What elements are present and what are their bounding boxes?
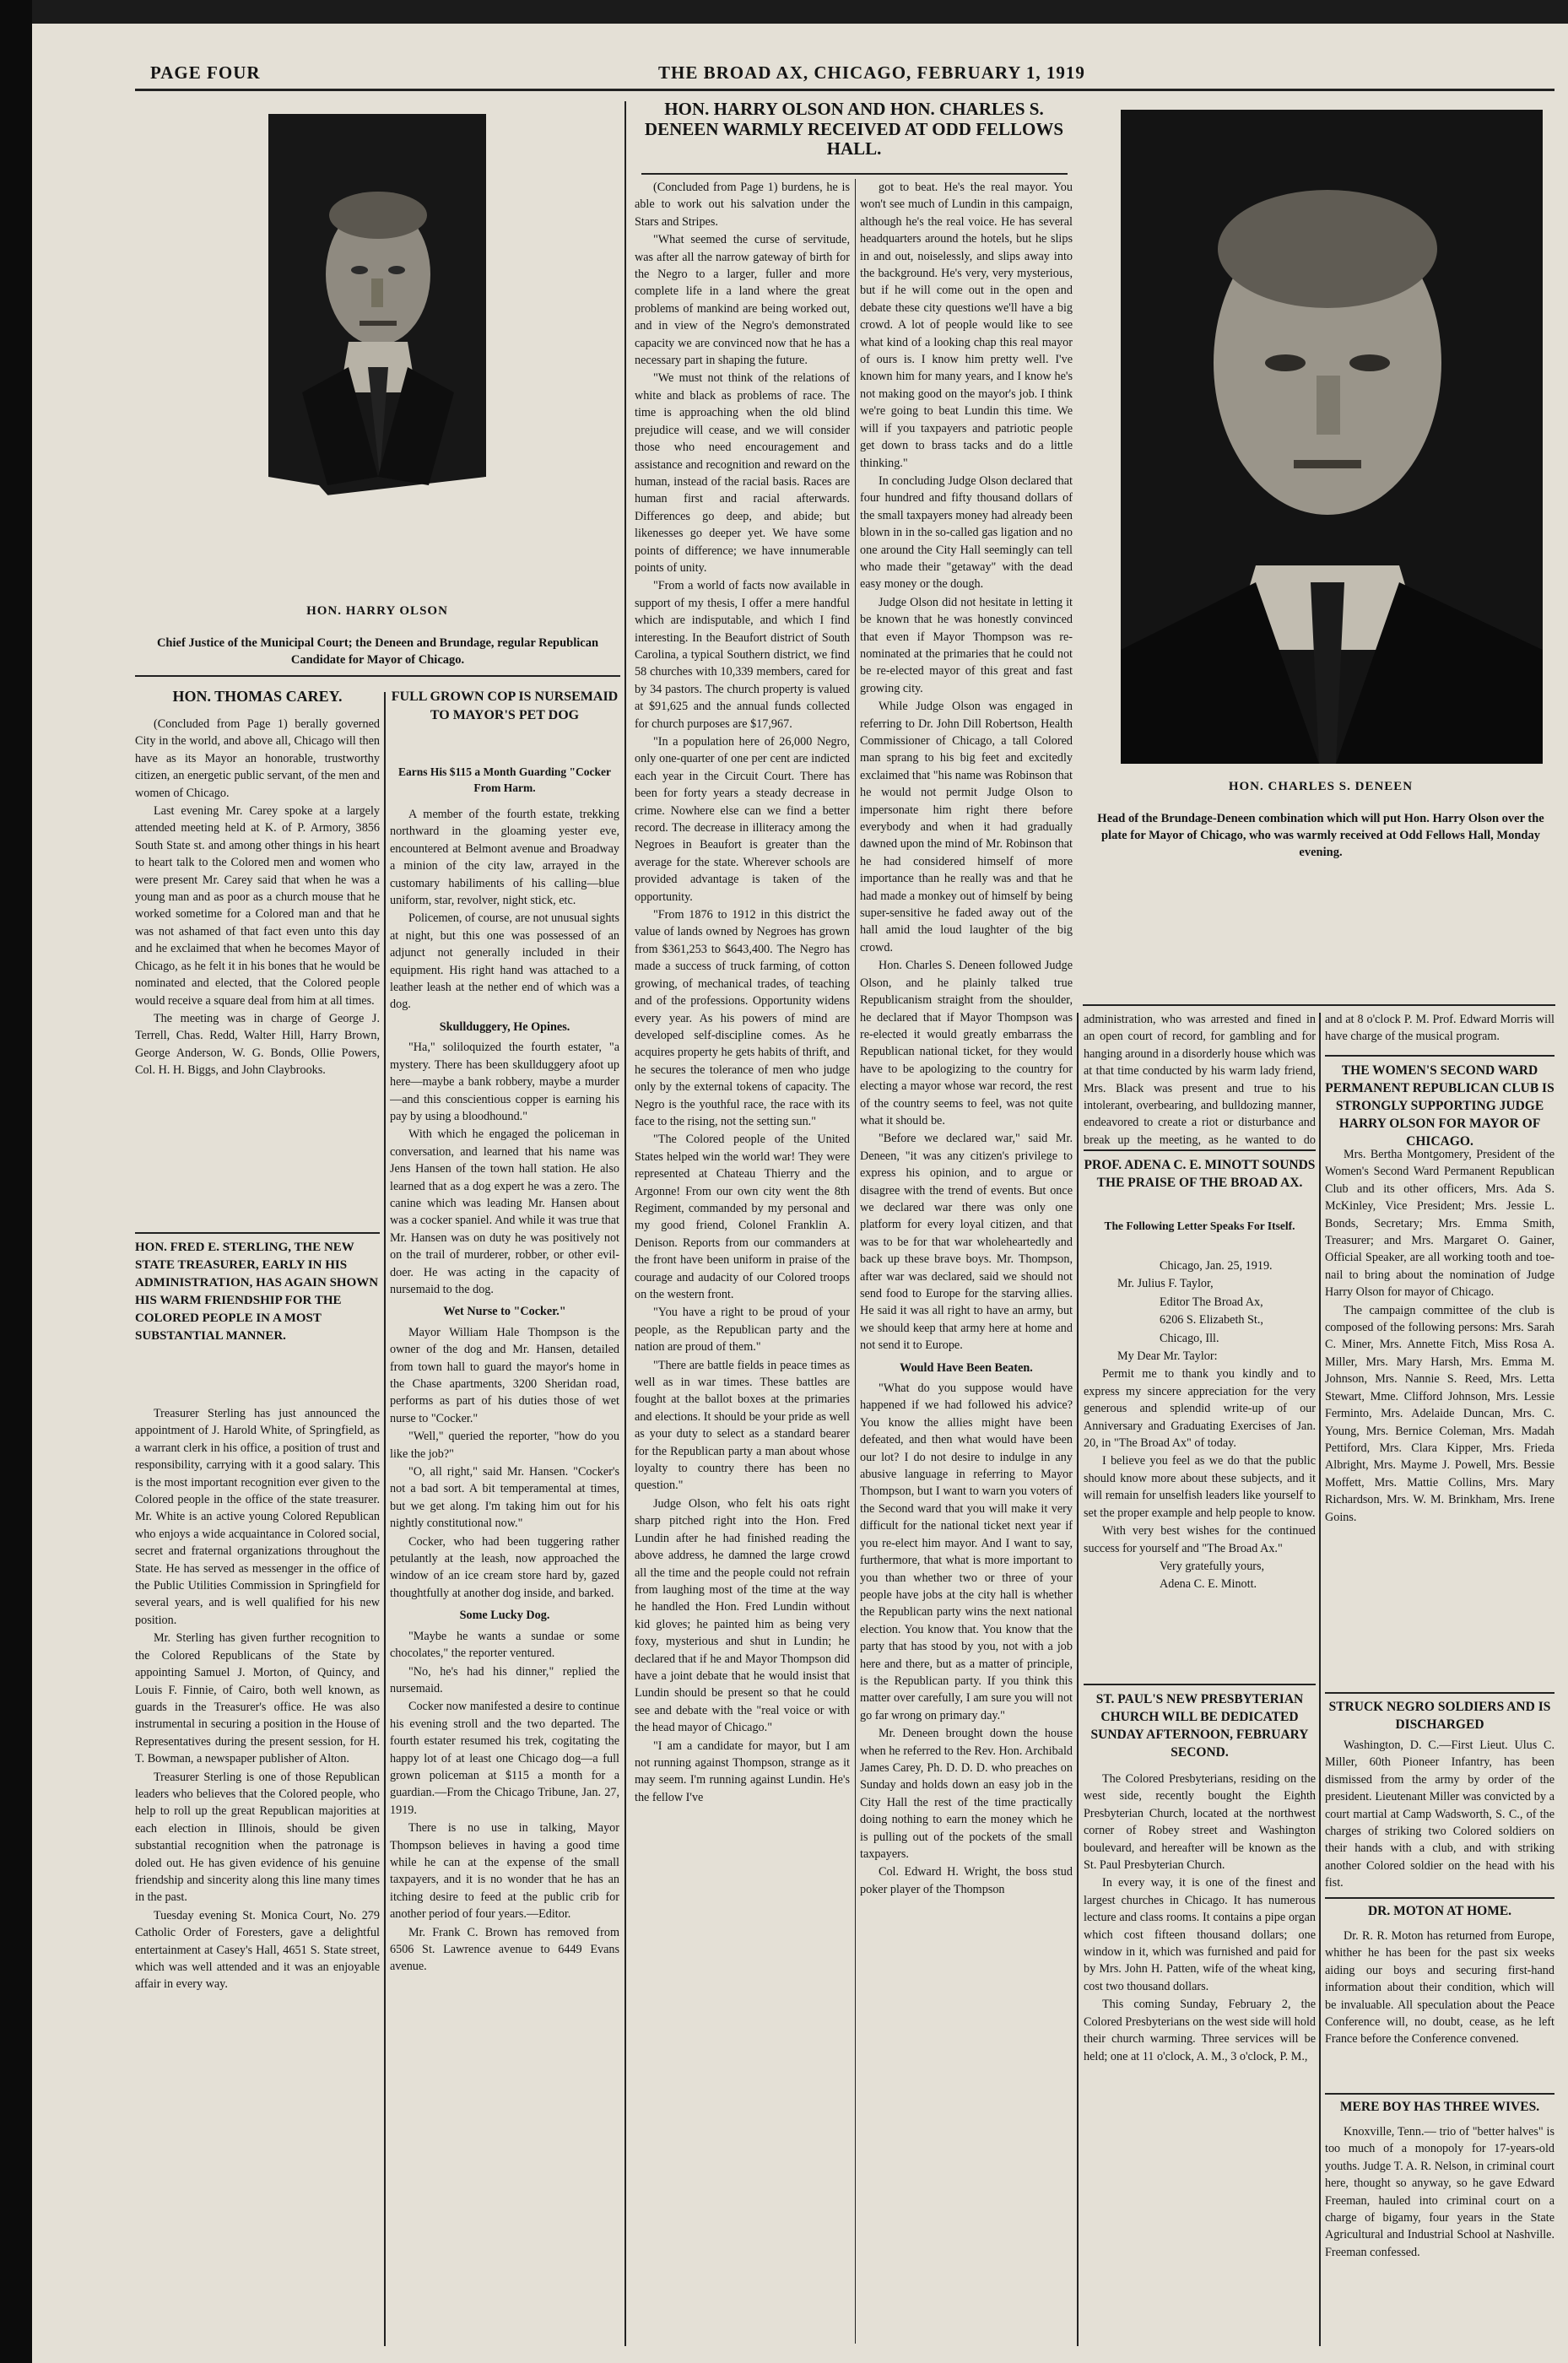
paragraph: With very best wishes for the continued success for yourself and "The Broad Ax." <box>1084 1524 1316 1555</box>
section-rule <box>1083 1004 1555 1006</box>
letter-salutation: My Dear Mr. Taylor: <box>1117 1349 1218 1364</box>
paragraph: "Before we declared war," said Mr. Deneen, "it was any citizen's privilege to express his opinion, and to argue or disagree with the trend of events. But once we declared war there was only one platform for every loyal citizen, and that was to be for that war wholeheartedly and back up these brave boys. Mr. Thompson, after war was declared, said we should not send food to Europe for the starving allies. He said it was all right to have an army, but we should keep that army here at home and not send it to Europe. <box>860 1132 1073 1353</box>
letter-address-line: Chicago, Ill. <box>1160 1331 1219 1345</box>
carey-body <box>135 716 380 1230</box>
paragraph: Treasurer Sterling has just announced the appointment of J. Harold White, of Springfield, as a warrant clerk in his office, a position of trust and responsibility, carrying with it a good salary. This is the most important recognition ever given to the Colored people in the office of the state treasurer. Mr. White is an active young Colored Republican who enjoys a wide acquaintance in Colored social, secret and fraternal organizations throughout the State. He has served as messenger in the office of the Public Utilities Commission in Springfield for several years, and is well qualified for his new position. <box>135 1407 380 1627</box>
paragraph: Last evening Mr. Carey spoke at a largely attended meeting held at K. of P. Armory, 3856 South State st. and among other things in his heart to heart talk to the Colored men and women who were present Mr. Carey said that when he was a young man and as poor as a church mouse that he worked sometime for a Colored man and that he was not ashamed of that fact even unto this day and he exclaimed that when he becomes Mayor of Chicago, as he felt it in his bones that he would be nominated and elected, that the Colored people would receive a square deal from him at all times. <box>135 804 380 1008</box>
stpaul-headline: ST. PAUL'S NEW PRESBYTERIAN CHURCH WILL BE DEDICATED SUNDAY AFTERNOON, FEBRUARY SECOND. <box>1090 1692 1309 1760</box>
section-rule <box>1325 2093 1554 2095</box>
moton-body <box>1325 1928 1554 2090</box>
paragraph: With which he engaged the policeman in conversation, and learned that his name was Jens Hansen of the town hall station. He also learned that as a dog expert he was a zero. The canine which was leading Mr. Hansen about was a cocker spaniel. And while it was true that Mr. Hansen was on duty he was positively not on the trail of murderer, robber, or other evil-doer. He was acting in the capacity of nursemaid to the dog. <box>390 1127 619 1296</box>
subheading: Skullduggery, He Opines. <box>439 1019 570 1034</box>
section-rule <box>1325 1897 1554 1899</box>
paragraph: "What seemed the curse of servitude, was after all the narrow gateway of birth for the Negro to a larger, fuller and more complete life in a land where the great problems of mankind are being worked out, and in view of the Negro's demonstrated capacity we are convinced now that he has a necessary part in shaping the future. <box>635 233 850 368</box>
carey-headline: HON. THOMAS CAREY. <box>172 688 343 705</box>
paragraph: Mrs. Bertha Montgomery, President of the Women's Second Ward Permanent Republican Club and its other officers, Mrs. Ada S. McKinley, Vice President; Mrs. Jessie L. Bonds, Secretary; Mrs. Emma Smith, Treasurer; and Mrs. Margaret O. Gainer, Official Speaker, are all working tooth and toe-nail to bring about the nomination of Judge Harry Olson for mayor of Chicago. <box>1325 1148 1554 1300</box>
cop-headline: FULL GROWN COP IS NURSEMAID TO MAYOR'S PET DOG <box>391 689 619 722</box>
paragraph: "Maybe he wants a sundae or some chocolates," the reporter ventured. <box>390 1629 619 1661</box>
stpaul-body <box>1084 1771 1316 2344</box>
column-rule <box>1319 1013 1321 2346</box>
paragraph: "The Colored people of the United States helped win the world war! They were represented at Chateau Thierry and the Argonne! From our own city went the 8th Regiment, commanded by my personal and my good friend, Colonel Franklin A. Denison. Reports from our commanders at the front have been uniform in praise of the courage and audacity of our Colored troops on the western front. <box>635 1133 850 1301</box>
program-continuation <box>1325 1011 1554 1053</box>
letter-address-line: 6206 S. Elizabeth St., <box>1160 1313 1263 1327</box>
wives-headline: MERE BOY HAS THREE WIVES. <box>1339 2100 1540 2114</box>
olson-portrait-icon <box>268 114 486 587</box>
paragraph: Hon. Charles S. Deneen followed Judge Olson, and he plainly talked true Republicanism straight from the shoulder, he declared that if Mayor Thompson was re-elected it would greatly embarrass the Republican national ticket, for they would have to be apologizing to the country for electing a mayor whose war record, the rest of the country seems to feel, was not quite what it should be. <box>860 959 1073 1127</box>
letter-date: Chicago, Jan. 25, 1919. <box>1160 1259 1273 1273</box>
column-rule <box>1077 1013 1079 2346</box>
paragraph: The Colored Presbyterians, residing on the west side, recently bought the Eighth Presbyterian Church, located at the northwest corner of Robey street and Washington boulevard, and hereafter will be known as the St. Paul Presbyterian Church. <box>1084 1772 1316 1873</box>
wives-body <box>1325 2123 1554 2344</box>
paragraph: Washington, D. C.—First Lieut. Ulus C. Miller, 60th Pioneer Infantry, has been dismissed from the army by order of the president. Lieutenant Miller was convicted by a court martial at Camp Wadsworth, S. C., of the charges of striking two Colored soldiers on their hands with a club, and with striking another Colored soldier on the head with his fist. <box>1325 1738 1554 1890</box>
column-rule <box>624 101 626 2346</box>
womens-club-headline: THE WOMEN'S SECOND WARD PERMANENT REPUBLICAN CLUB IS STRONGLY SUPPORTING JUDGE HARRY OLSON FOR MAYOR OF CHICAGO. <box>1325 1063 1554 1149</box>
paragraph: Knoxville, Tenn.— trio of "better halves" is too much of a monopoly for 17-years-old youths. Judge T. A. R. Nelson, in criminal court here, thought so anyway, so he gave Edward Freeman, hauled into criminal court on a charge of bigamy, four years in the State Agricultural and Industrial School at Nashville. Freeman confessed. <box>1325 2125 1554 2259</box>
deneen-portrait-icon <box>1121 110 1543 764</box>
paragraph: and at 8 o'clock P. M. Prof. Edward Morris will have charge of the musical program. <box>1325 1013 1554 1044</box>
page-label: PAGE FOUR <box>150 62 261 83</box>
headline-rule <box>641 173 1068 175</box>
column-rule <box>384 692 386 2346</box>
paragraph: "We must not think of the relations of white and black as problems of race. The time is approaching when the old blind prejudice will cease, and we will consider those who need encouragement and assistance and recognition and reward on the human, instead of the racial basis. Races are human first and racial afterwards. Differences go deep, and abide; but likenesses go deeper yet. We have some points of difference; we have innumerable points of unity. <box>635 371 850 575</box>
paper-title: THE BROAD AX, CHICAGO, FEBRUARY 1, 1919 <box>658 62 1085 83</box>
paragraph: Mr. Deneen brought down the house when he referred to the Rev. Hon. Archibald James Carey, Ph. D. D. D. who preaches on Sunday and holds down an easy job in the City Hall the rest of the time practically doing nothing to earn the money which he is pulling out of the pockets of the small taxpayers. <box>860 1727 1073 1861</box>
womens-club-body <box>1325 1146 1554 1686</box>
paragraph: "No, he's had his dinner," replied the nursemaid. <box>390 1664 619 1695</box>
paragraph: "There are battle fields in peace times as well as in war times. These battles are fought at the ballot boxes at the primaries and elections. It should be your pride as well as your duty to select as a standard bearer for the Republican party a man about whose loyalty to country there has been no question." <box>635 1358 850 1493</box>
paragraph: A member of the fourth estate, trekking northward in the gloaming yester eve, encountered at Belmont avenue and Broadway a minion of the city law, arrayed in the customary habiliments of his calling—blue uniform, star, revolver, night stick, etc. <box>390 808 619 908</box>
section-rule <box>1325 1055 1554 1057</box>
letter-address-line: Editor The Broad Ax, <box>1160 1295 1263 1309</box>
paragraph: Mr. Sterling has given further recognition to the Colored Republicans of the State by appointing Samuel J. Morton, of Quincy, and Louis F. Finnie, of Cairo, both well known, as guards in the Treasurer's office. He was also instrumental in securing a position in the House of Representatives during the present session, for H. T. Bowman, a newspaper publisher of Alton. <box>135 1631 380 1766</box>
paragraph: Treasurer Sterling is one of those Republican leaders who believes that the Colored people, who help to roll up the great Republican majorities at each election in Illinois, should be given substantial recognition when the patronage is doled out. He has given evidence of his genuine friendship and sincerity along this line many times in the past. <box>135 1770 380 1905</box>
cop-subhead: Earns His $115 a Month Guarding "Cocker From Harm. <box>397 765 612 794</box>
paragraph: Col. Edward H. Wright, the boss stud poker player of the Thompson <box>860 1865 1073 1896</box>
subheading: Would Have Been Beaten. <box>900 1360 1033 1375</box>
olson-caption: Chief Justice of the Municipal Court; the Deneen and Brundage, regular Republican Candidate for Mayor of Chicago. <box>156 636 599 667</box>
paragraph: (Concluded from Page 1) berally governed City in the world, and above all, Chicago will then have as its Mayor an honorable, trustworthy citizen, an energetic public servant, of the men and women of Chicago. <box>135 717 380 800</box>
section-rule <box>135 675 620 677</box>
deneen-caption: Head of the Brundage-Deneen combination which will put Hon. Harry Olson over the plate for Mayor of Chicago, who was warmly received at Odd Fellows Hall, Monday evening. <box>1097 812 1544 859</box>
masthead-rule <box>135 89 1554 91</box>
sterling-headline: HON. FRED E. STERLING, THE NEW STATE TREASURER, EARLY IN HIS ADMINISTRATION, HAS AGAIN SHOWN HIS WARM FRIENDSHIP FOR THE COLORED PEOPLE IN A MOST SUBSTANTIAL MANNER. <box>135 1241 379 1343</box>
paragraph: While Judge Olson was engaged in referring to Dr. John Dill Robertson, Health Commissioner of Chicago, a tall Colored man sprang to his big feet and excitedly exclaimed that "his name was Robinson that he would not permit Judge Olson to impersonate him right there before everybody and when it had gradually dawned upon the mind of Mr. Robinson that he had considered himself of more importance than he really was and that he had made a monkey out of himself by being super-sensitive he faded away out of the hall amid the loud laughter of the big crowd. <box>860 700 1073 954</box>
subheading: Some Lucky Dog. <box>459 1609 550 1623</box>
paragraph: "I am a candidate for mayor, but I am not running against Thompson, strange as it may seem. I'm running against Lundin. He's the fellow I've <box>635 1738 850 1804</box>
paragraph: Tuesday evening St. Monica Court, No. 279 Catholic Order of Foresters, gave a delightful entertainment at Casey's Hall, 4651 S. State street, which was well attended and it was an enjoyable affair in every way. <box>135 1908 380 1992</box>
paragraph: Mayor William Hale Thompson is the owner of the dog and Mr. Hansen, detailed from town hall to guard the mayor's home in the Chase apartments, 3200 Sheridan road, performs as part of his duties those of wet nurse to "Cocker." <box>390 1325 619 1425</box>
olson-deneen-column-1 <box>635 179 850 2344</box>
paragraph: "What do you suppose would have happened if we had followed his advice? You know the allies might have been defeated, and then what would have been our lot? I do not desire to indulge in any abusive language in referring to Mayor Thompson, but I want to warn you voters of the Second ward that you will make it very difficult for the national ticket next year if you re-elect him mayor. And I want to say, furthermore, that what is more important to you than whether two or three of your people have jobs at the city hall is whether the Republican party wins the next national election. You know that. You know that the party that has stood by you, not with a job here and there, but as a matter of principle, is the Republican party. If you think this matter over carefully, I am sure you will not go far wrong on primary day." <box>860 1382 1073 1722</box>
paragraph: got to beat. He's the real mayor. You won't see much of Lundin in this campaign, although he's the real voice. He has several headquarters around the hotels, but he slips in and out, noiselessly, and slips away into the background. He's very, very mysterious, but if he will come out in the open and debate these city questions we'll have a big crowd. A lot of people would like to see what kind of a looking chap this real mayor of ours is. I know him pretty well. I've known him for many years, and I know he's not making good on the mayor's job. I think we're going to beat Lundin this time. We will if you taxpayers and patriotic people get down to brass tacks and do a little thinking." <box>860 181 1073 470</box>
cop-body <box>390 806 619 2342</box>
paragraph: This coming Sunday, February 2, the Colored Presbyterians on the west side will hold their church warming. Three services will be held; one at 11 o'clock, A. M., 3 o'clock, P. M., <box>1084 1998 1316 2063</box>
struck-body <box>1325 1737 1554 1893</box>
letter-signature: Adena C. E. Minott. <box>1160 1577 1257 1592</box>
deneen-name: HON. CHARLES S. DENEEN <box>1228 780 1414 793</box>
paragraph: Mr. Frank C. Brown has removed from 6506 St. Lawrence avenue to 6449 Evans avenue. <box>390 1925 619 1974</box>
paragraph: (Concluded from Page 1) burdens, he is able to work out his salvation under the Stars and Stripes. <box>635 181 850 229</box>
paragraph: I believe you feel as we do that the public should know more about these subjects, and it will remain for unselfish leaders like yourself to set the proper example and help people to know. <box>1084 1454 1316 1520</box>
paragraph: In every way, it is one of the finest and largest churches in Chicago. It has numerous lecture and class rooms. It contains a pipe organ which cost fifteen thousand dollars; one window in it, which was furnished and paid for by Mrs. John H. Patten, wife of the wheat king, cost two thousand dollars. <box>1084 1876 1316 1993</box>
moton-headline: DR. MOTON AT HOME. <box>1367 1904 1512 1918</box>
section-rule <box>1084 1149 1316 1151</box>
paragraph: There is no use in talking, Mayor Thompson believes in having a good time while he can at the expense of the small taxpayers, and it is no wonder that he has an itching desire to feed at the public crib for another period of four years.—Editor. <box>390 1821 619 1922</box>
olson-portrait <box>268 114 486 587</box>
olson-deneen-headline: HON. HARRY OLSON AND HON. CHARLES S. DENEEN WARMLY RECEIVED AT ODD FELLOWS HALL. <box>644 99 1064 160</box>
paragraph: "From a world of facts now available in support of my thesis, I offer a mere handful which are indisputable, and which I find interesting. In the Beaufort district of South Carolina, a typical Southern district, we find 58 churches with 10,339 members, cared for by 34 pastors. The church property is valued at $91,625 and the annual funds collected for church purposes are $17,967. <box>635 579 850 731</box>
struck-headline: STRUCK NEGRO SOLDIERS AND IS DISCHARGED <box>1328 1700 1551 1732</box>
section-rule <box>1325 1692 1554 1694</box>
minott-subhead: The Following Letter Speaks For Itself. <box>1104 1219 1295 1232</box>
paragraph: Dr. R. R. Moton has returned from Europe, whither he has been for the past six weeks aiding our boys and securing first-hand information about their condition, which will be invaluable. All speculation about the Peace Conference will, no doubt, cease, as he left France before the Conference convened. <box>1325 1929 1554 2047</box>
paragraph: "You have a right to be proud of your people, as the Republican party and the nation are proud of them." <box>635 1306 850 1355</box>
letter-address-line: Mr. Julius F. Taylor, <box>1117 1277 1214 1291</box>
paragraph: Judge Olson, who felt his oats right sharp pitched right into the Hon. Fred Lundin after he had finished reading the above address, he damned the large crowd all the time and the people could not refrain from laughing most of the time at the way he handled the Hon. Fred Lundin without kid gloves; he painted him as being very foxy, mysterious and shut in Lundin; he declared that if he and Mayor Thompson did have a joint debate that he would insist that Lundin should be present so that he could see and debate with the "real voice or with the head mayor of Chicago." <box>635 1496 850 1735</box>
paragraph: Cocker now manifested a desire to continue his evening stroll and the two departed. The fourth estater resumed his trek, cogitating the happy lot of at least one Chicago dog—a full grown policeman at $115 a month for a guardian.—From the Chicago Tribune, Jan. 27, 1919. <box>390 1700 619 1817</box>
paragraph: Permit me to thank you kindly and to express my sincere appreciation for the very generous and splendid write-up of our Anniversary and Graduating Exercises of Jan. 20, in "The Broad Ax" of today. <box>1084 1367 1316 1451</box>
subheading: Wet Nurse to "Cocker." <box>443 1305 566 1319</box>
letter-closing: Very gratefully yours, <box>1160 1559 1265 1573</box>
olson-name: HON. HARRY OLSON <box>306 604 448 618</box>
paragraph: Judge Olson did not hesitate in letting it be known that he was honestly convinced that even if Mayor Thompson was re-nominated at the primaries that he could not be re-elected mayor of this great and fast growing city. <box>860 595 1073 695</box>
scan-left-edge <box>0 0 32 2363</box>
sterling-body <box>135 1405 380 2342</box>
paragraph: "Ha," soliloquized the fourth estater, "a mystery. There has been skullduggery afoot up here—maybe a bank robbery, maybe a murder—and this conscientious copper is earning his pay by using a bloodhound." <box>390 1041 619 1123</box>
paragraph: The campaign committee of the club is composed of the following persons: Mrs. Sarah C. Miner, Mrs. Annette Fitch, Miss Rosa A. Miller, Mrs. Mary Harsh, Mrs. Emma M. Johnson, Mrs. Nannie S. Reed, Mrs. Letta Stewart, Mme. Clifford Johnson, Mrs. Lessie Ferminto, Mrs. Adelaide Duncan, Mrs. C. Young, Mrs. Bernice Coleman, Mrs. Madah Pettiford, Mrs. Clara Kipper, Mrs. Frieda Albright, Mrs. Mayme J. Powell, Mrs. Bessie Moffett, Mrs. Mattie Collins, Mrs. Mary Richardson, Mrs. W. M. Brinkham, Mrs. Irene Goins. <box>1325 1303 1554 1524</box>
section-rule <box>1084 1684 1316 1685</box>
paragraph: "O, all right," said Mr. Hansen. "Cocker's not a bad sort. A bit temperamental at times, but we get along. I'm taking him out for his nightly constitutional now." <box>390 1465 619 1531</box>
paragraph: "In a population here of 26,000 Negro, only one-quarter of one per cent are indicted each year in the Circuit Court. There has been for forty years a steady decrease in crime. Nowhere else can we find a better record. The decrease in illiteracy among the Negroes in Beaufort is greater than the average for the state. Wherever schools are provided advantage is taken of the opportunity. <box>635 735 850 904</box>
column-rule <box>855 179 856 2344</box>
paragraph: Cocker, who had been tuggering rather petulantly at the leash, now approached the window of an ice cream store hard by, gazed thoughtfully at another dog inside, and barked. <box>390 1534 619 1600</box>
paragraph: Policemen, of course, are not unusual sights at night, but this one was possessed of an adjunct not generally included in their equipment. His right hand was attached to a leather leash at the nether end of which was a dog. <box>390 911 619 1012</box>
paragraph: administration, who was arrested and fined in an open court of record, for gambling and for hanging around in a disorderly house which was at that time conducted by his warm lady friend, Mrs. Black was present and true to his intolerant, overbearing, and bulldozing manner, endeavored to create a riot or disturbance and break up the meeting, as he wanted to do <box>1084 1013 1316 1146</box>
paragraph: The meeting was in charge of George J. Terrell, Chas. Redd, Walter Hill, Harry Brown, George Anderson, W. G. Bonds, Ollie Powers, Col. H. H. Biggs, and John Claybrooks. <box>135 1011 380 1078</box>
minott-letter <box>1084 1257 1316 1679</box>
paragraph: "Well," queried the reporter, "how do you like the job?" <box>390 1430 619 1461</box>
scan-top-edge <box>0 0 1568 24</box>
section-rule <box>135 1232 380 1234</box>
olson-deneen-column-2 <box>860 179 1073 2344</box>
deneen-portrait <box>1121 110 1543 764</box>
paragraph: In concluding Judge Olson declared that four hundred and fifty thousand dollars of the small taxpayers money had already been blown in in the so-called gas ligation and no one around the City Hall seemingly can tell who made their "getaway" with the dead easy money or the dough. <box>860 473 1073 592</box>
minott-headline: PROF. ADENA C. E. MINOTT SOUNDS THE PRAISE OF THE BROAD AX. <box>1084 1158 1316 1190</box>
administration-continuation <box>1084 1011 1316 1146</box>
paragraph: "From 1876 to 1912 in this district the value of lands owned by Negroes has grown from $361,253 to $643,400. The Negro has made a success of truck farming, of cotton growing, of mechanical trades, of teaching and of the professions. Opportunity widens every year. As his powers of mind are developed self-discipline comes. As he acquires property he gets habits of thrift, and he secures the tolerance of men who judge only by the external tokens of capacity. The Negro is the youthful race, the race with its face to the rising, not the setting sun." <box>635 908 850 1128</box>
